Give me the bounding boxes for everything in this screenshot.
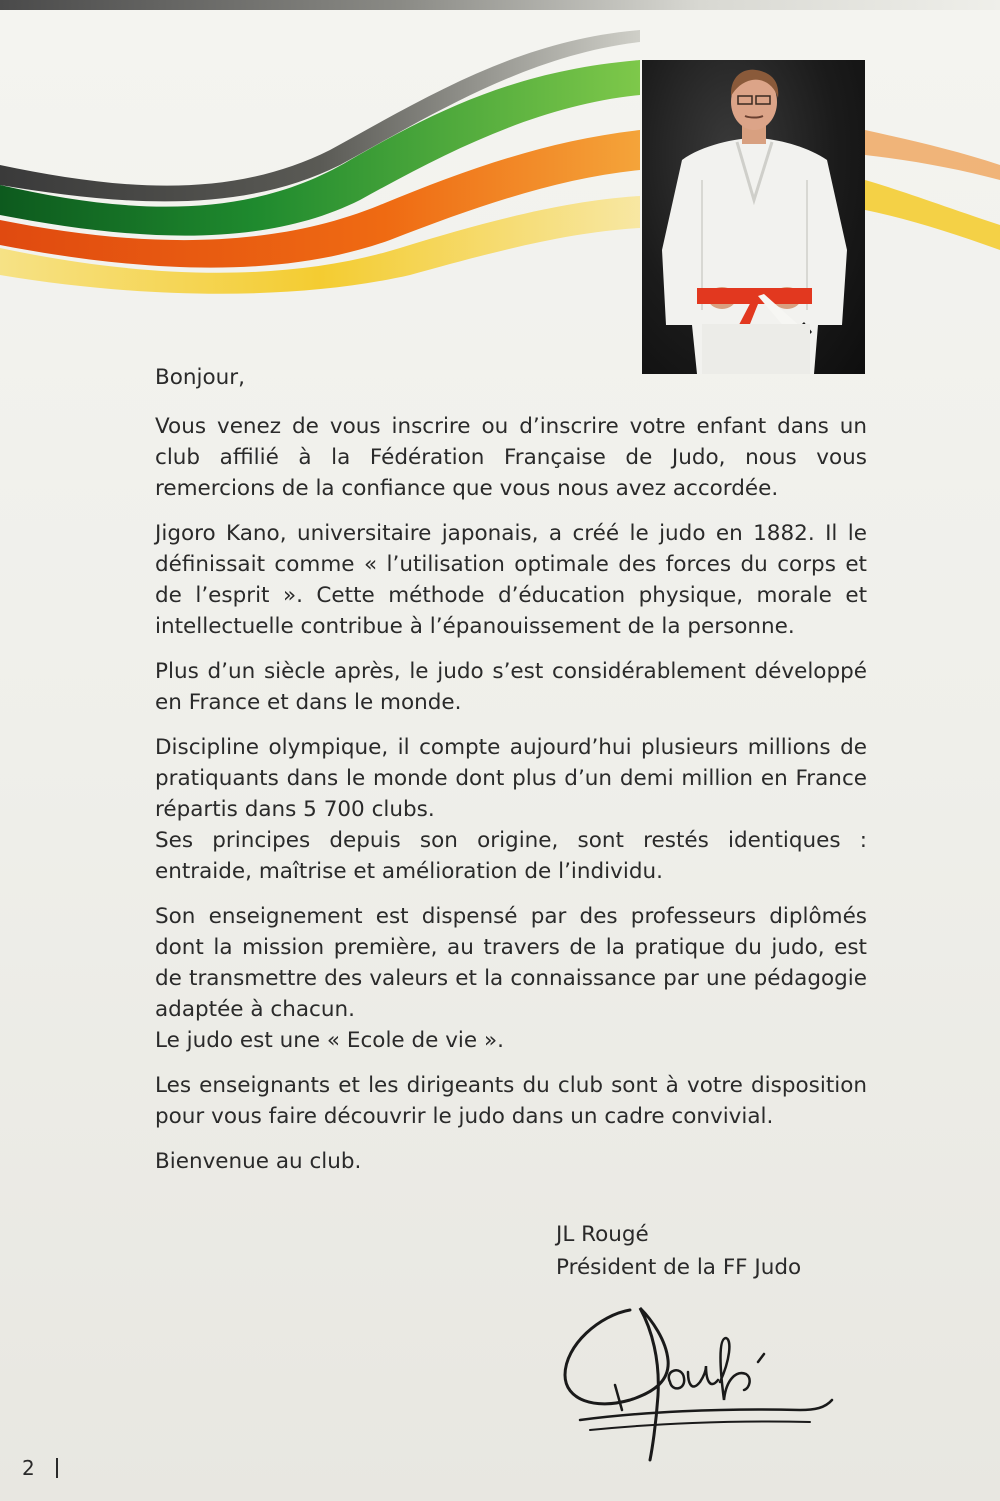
- paragraph-line: Ses principes depuis son origine, sont restés identiques : entraide, maîtrise et amélioration de l’individu.: [155, 828, 867, 884]
- letter-paragraph: [155, 901, 867, 1056]
- paragraph-line: Bienvenue au club.: [155, 1149, 362, 1174]
- letter-paragraph: [155, 411, 867, 504]
- letter-body: [155, 362, 867, 1191]
- signature-block: [556, 1218, 801, 1284]
- paragraph-line: Discipline olympique, il compte aujourd’hui plusieurs millions de pratiquants dans le monde dont plus d’un demi million en France répartis dans 5 700 clubs.: [155, 735, 867, 822]
- page-number-divider: [56, 1458, 58, 1478]
- letter-paragraph: [155, 1070, 867, 1132]
- portrait-photo: [642, 60, 865, 374]
- handwritten-signature: [560, 1300, 840, 1470]
- letter-paragraph: [155, 518, 867, 642]
- letter-paragraph: [155, 1146, 867, 1177]
- paragraph-line: Les enseignants et les dirigeants du club sont à votre disposition pour vous faire découvrir le judo dans un cadre convivial.: [155, 1073, 867, 1129]
- signatory-name: JL Rougé: [556, 1222, 649, 1247]
- paragraph-line: Vous venez de vous inscrire ou d’inscrire votre enfant dans un club affilié à la Fédération Française de Judo, nous vous remercions de la confiance que vous nous avez accordée.: [155, 414, 867, 501]
- signatory-title: Président de la FF Judo: [556, 1255, 802, 1280]
- paragraph-line: Jigoro Kano, universitaire japonais, a créé le judo en 1882. Il le définissait comme « l’utilisation optimale des forces du corps et de l’esprit ». Cette méthode d’éducation physique, morale et intellectuelle contribue à l’épanouissement de la personne.: [155, 521, 867, 639]
- paragraph-line: Le judo est une « Ecole de vie ».: [155, 1028, 504, 1053]
- judoka-portrait-image: [642, 60, 865, 374]
- letter-greeting: Bonjour,: [155, 365, 245, 390]
- letter-paragraph: [155, 732, 867, 887]
- page-number: 2: [22, 1456, 35, 1480]
- paragraph-line: Plus d’un siècle après, le judo s’est considérablement développé en France et dans le monde.: [155, 659, 867, 715]
- paragraph-line: Son enseignement est dispensé par des professeurs diplômés dont la mission première, au travers de la pratique du judo, est de transmettre des valeurs et la connaissance par une pédagogie adaptée à chacun.: [155, 904, 867, 1022]
- letter-paragraph: [155, 656, 867, 718]
